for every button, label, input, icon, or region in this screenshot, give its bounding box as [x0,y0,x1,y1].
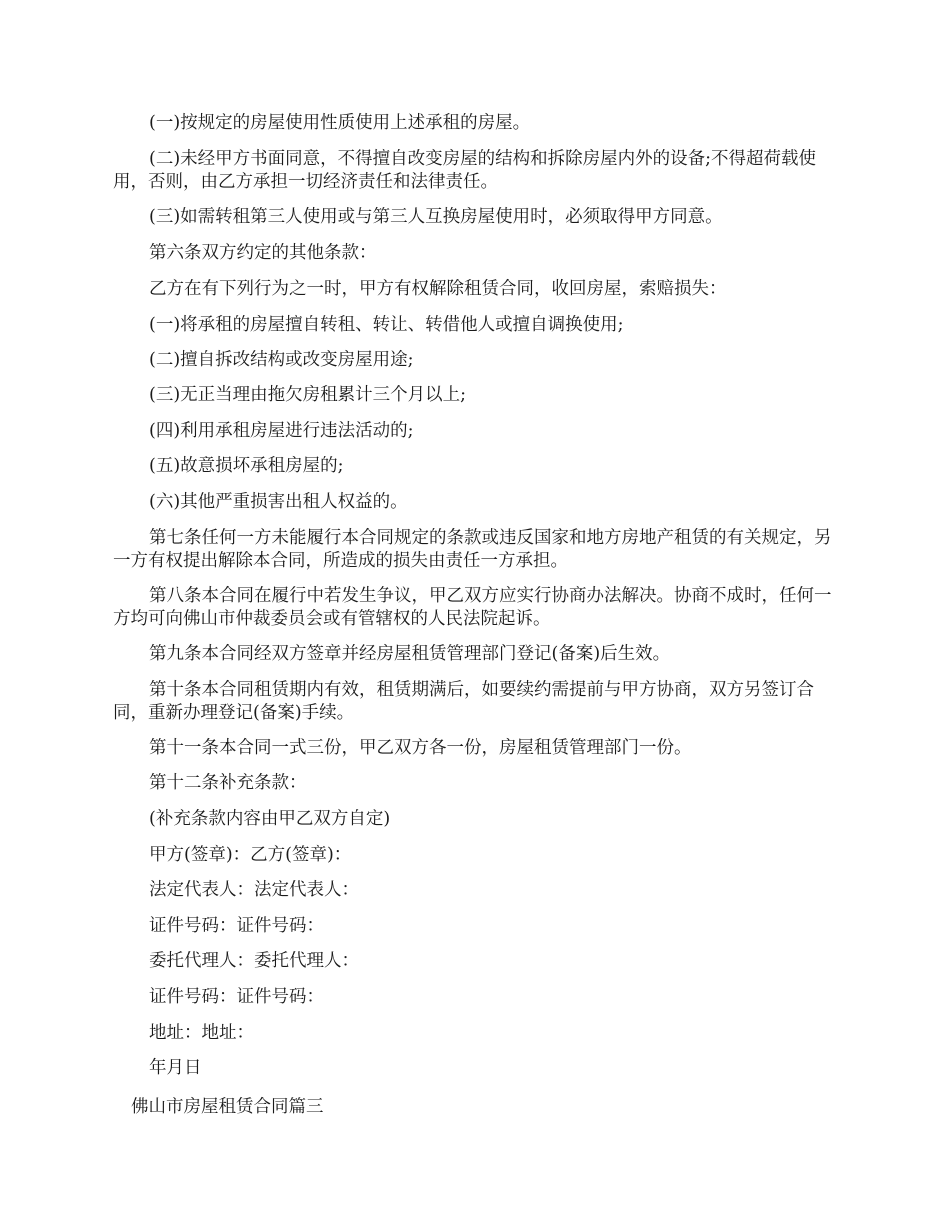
paragraph: (三)如需转租第三人使用或与第三人互换房屋使用时，必须取得甲方同意。 [149,207,723,227]
paragraph: (一)按规定的房屋使用性质使用上述承租的房屋。 [149,113,531,133]
paragraph: 第十条本合同租赁期内有效，租赁期满后，如要续约需提前与甲方协商，双方另签订合同，重新办理登记(备案)手续。 [113,680,814,723]
signature-line: 委托代理人：委托代理人： [149,951,359,971]
paragraph: (二)未经甲方书面同意，不得擅自改变房屋的结构和拆除房屋内外的设备;不得超荷载使用，否则，由乙方承担一切经济责任和法律责任。 [113,149,817,192]
paragraph: (补充条款内容由甲乙双方自定) [149,809,391,829]
paragraph: 第十二条补充条款： [149,773,307,793]
signature-line: 证件号码：证件号码： [149,916,324,936]
paragraph: 第十一条本合同一式三份，甲乙双方各一份，房屋租赁管理部门一份。 [149,738,692,758]
signature-line: 甲方(签章)：乙方(签章)： [149,845,352,865]
signature-line: 法定代表人：法定代表人： [149,880,359,900]
section-heading: 佛山市房屋租赁合同篇三 [131,1097,324,1117]
signature-line: 证件号码：证件号码： [149,987,324,1007]
paragraph: (六)其他严重损害出租人权益的。 [149,492,408,512]
paragraph: (三)无正当理由拖欠房租累计三个月以上; [149,385,467,405]
paragraph: (一)将承租的房屋擅自转租、转让、转借他人或擅自调换使用; [149,315,624,335]
paragraph: (二)擅自拆改结构或改变房屋用途; [149,350,414,370]
paragraph: 乙方在有下列行为之一时，甲方有权解除租赁合同，收回房屋，索赔损失： [149,279,727,299]
paragraph: (四)利用承租房屋进行违法活动的; [149,421,414,441]
signature-line: 地址：地址： [149,1023,254,1043]
paragraph: (五)故意损坏承租房屋的; [149,456,344,476]
paragraph: 第八条本合同在履行中若发生争议，甲乙双方应实行协商办法解决。协商不成时，任何一方均可向佛山市仲裁委员会或有管辖权的人民法院起诉。 [113,586,832,629]
date-line: 年月日 [149,1058,202,1078]
paragraph: 第七条任何一方未能履行本合同规定的条款或违反国家和地方房地产租赁的有关规定，另一方有权提出解除本合同，所造成的损失由责任一方承担。 [113,528,832,571]
paragraph: 第六条双方约定的其他条款： [149,243,377,263]
paragraph: 第九条本合同经双方签章并经房屋租赁管理部门登记(备案)后生效。 [149,644,671,664]
